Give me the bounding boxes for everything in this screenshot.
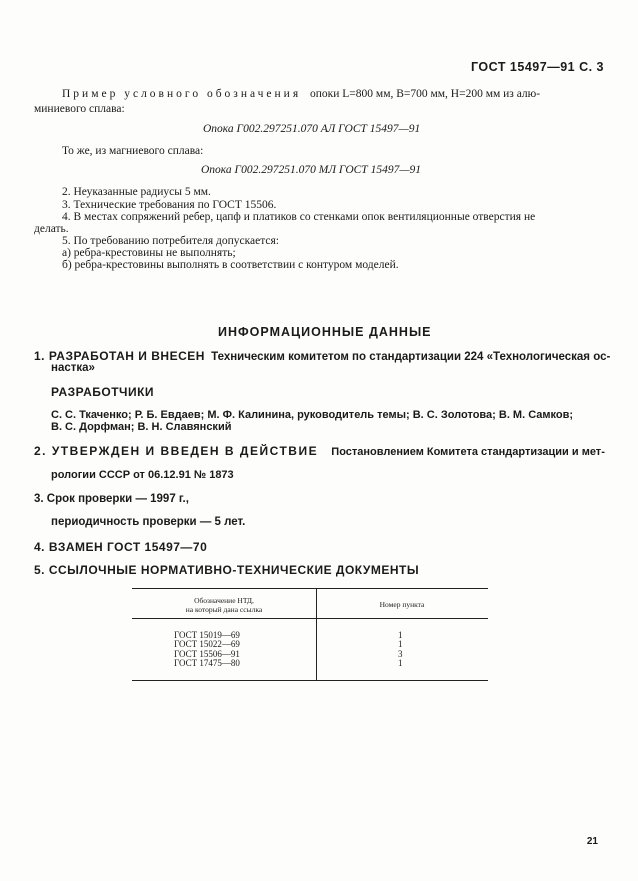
table-header-col1 xyxy=(132,596,316,614)
example-intro-rest: опоки L=800 мм, B=700 мм, H=200 мм из алю- xyxy=(310,88,541,100)
table-row-1-item: 1 xyxy=(398,630,403,640)
item3-text: 3. Срок проверки — 1997 г., xyxy=(34,493,189,505)
note-2: 2. Неуказанные радиусы 5 мм. xyxy=(62,186,211,198)
table-top-rule xyxy=(132,588,488,589)
note-5: 5. По требованию потребителя допускается: xyxy=(62,235,280,247)
item1-label: 1. РАЗРАБОТАН И ВНЕСЕН xyxy=(34,349,205,363)
table-row-4-item: 1 xyxy=(398,658,403,668)
developers-line2: В. С. Дорфман; В. Н. Славянский xyxy=(51,421,232,433)
example-intro-spaced: Пример условного обозначения xyxy=(62,88,302,100)
example-intro-line2: миниевого сплава: xyxy=(34,103,125,115)
item2-text2: рологии СССР от 06.12.91 № 1873 xyxy=(51,469,234,481)
table-row-3-item: 3 xyxy=(398,649,403,659)
table-row-2-doc: ГОСТ 15022—69 xyxy=(174,639,240,649)
example-intro-line1 xyxy=(62,88,540,100)
note-4: 4. В местах сопряжений ребер, цапф и платиков со стенками опок вентиляционные отверстия не xyxy=(62,211,536,223)
page-number: 21 xyxy=(586,836,598,847)
table-row-4-doc: ГОСТ 17475—80 xyxy=(174,658,240,668)
table-header-col2: Номер пункта xyxy=(379,600,425,609)
item3-text2: периодичность проверки — 5 лет. xyxy=(51,516,246,528)
item1-text: Техническим комитетом по стандартизации 224 «Технологическая ос- xyxy=(211,351,611,363)
table-bottom-rule xyxy=(132,680,488,681)
item2-label: 2. УТВЕРЖДЕН И ВВЕДЕН В ДЕЙСТВИЕ xyxy=(34,444,319,458)
header-title: ГОСТ 15497—91 С. 3 xyxy=(470,60,604,74)
table-header-rule xyxy=(132,618,488,619)
item5-text: 5. ССЫЛОЧНЫЕ НОРМАТИВНО-ТЕХНИЧЕСКИЕ ДОКУМЕНТЫ xyxy=(34,563,420,577)
table-row-3-doc: ГОСТ 15506—91 xyxy=(174,649,240,659)
developers-line1: С. С. Ткаченко; Р. Б. Евдаев; М. Ф. Калинина, руководитель темы; В. С. Золотова; В. М. Самков; xyxy=(51,409,574,421)
note-5b: б) ребра-крестовины выполнять в соответствии с контуром моделей. xyxy=(62,259,399,271)
col1-header-line1: Обозначение НТД, xyxy=(194,596,254,605)
table-row-2-item: 1 xyxy=(398,639,403,649)
item1-text2: настка» xyxy=(51,362,95,374)
mg-intro: То же, из магниевого сплава: xyxy=(62,145,204,157)
info-heading: ИНФОРМАЦИОННЫЕ ДАННЫЕ xyxy=(218,325,432,339)
col1-header-line2: на который дана ссылка xyxy=(185,605,263,614)
designation-al: Опока Г002.297251.070 АЛ ГОСТ 15497—91 xyxy=(203,123,421,135)
table-row-1-doc: ГОСТ 15019—69 xyxy=(174,630,240,640)
reference-table xyxy=(132,588,488,680)
developers-label: РАЗРАБОТЧИКИ xyxy=(51,385,155,399)
item2-text: Постановлением Комитета стандартизации и мет- xyxy=(331,446,605,458)
note-4-cont: делать. xyxy=(34,223,69,235)
note-5a: а) ребра-крестовины не выполнять; xyxy=(62,247,236,259)
info-item-2 xyxy=(34,444,605,458)
item4-text: 4. ВЗАМЕН ГОСТ 15497—70 xyxy=(34,540,208,554)
info-item-1 xyxy=(34,349,610,363)
note-3: 3. Технические требования по ГОСТ 15506. xyxy=(62,199,277,211)
designation-ml: Опока Г002.297251.070 МЛ ГОСТ 15497—91 xyxy=(201,164,422,176)
